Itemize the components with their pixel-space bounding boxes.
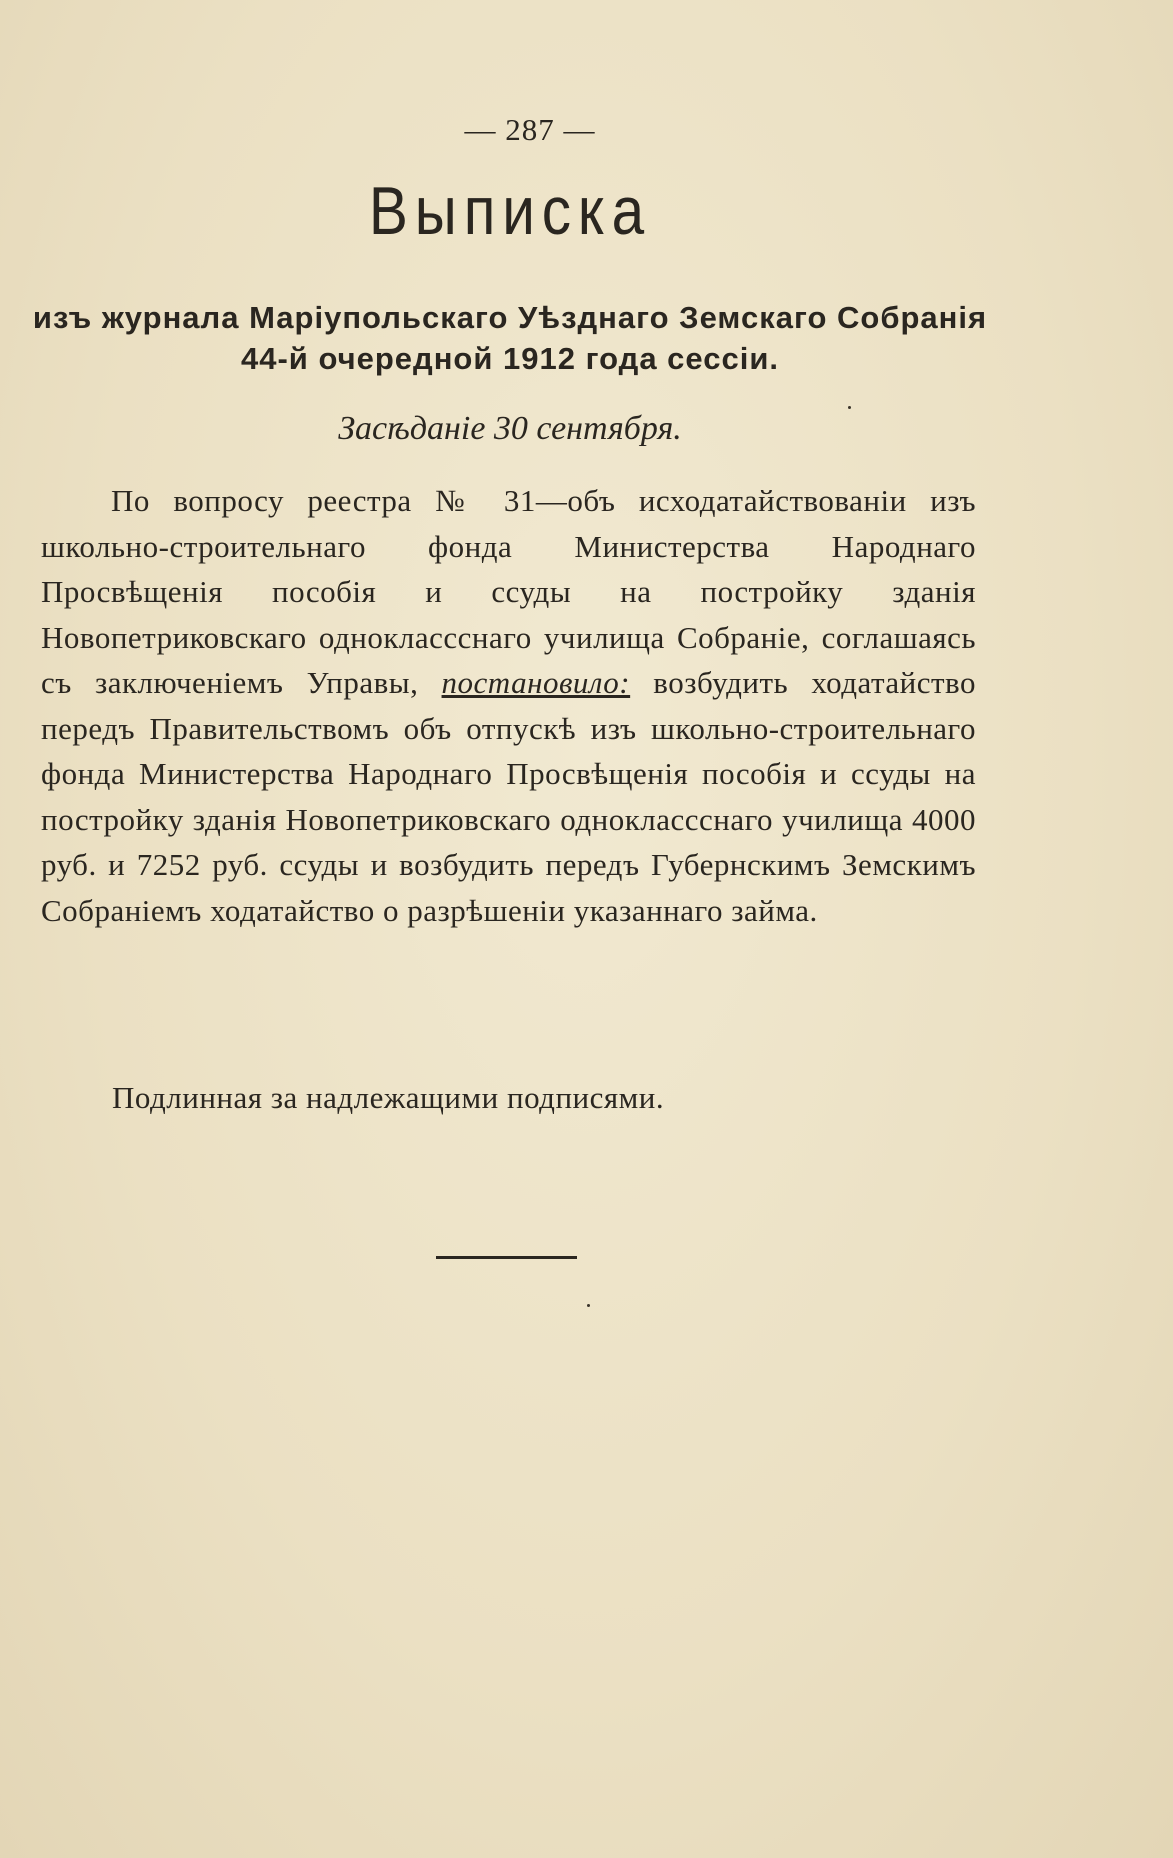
closing-rule <box>436 1256 577 1259</box>
paragraph-text-part2: возбудить ходатайство передъ Правительствомъ объ отпускѣ изъ школьно-строительнаго фонда Министерства Народнаго Просвѣщенія пособія и ссуды на постройку зданія Новопетриковскаго одноклассснаго училища 4000 руб. и 7252 руб. ссуды и возбудить передъ Губернскимъ Земскимъ Собраніемъ ходатайство о разрѣшеніи указаннаго займа. <box>41 665 976 928</box>
ink-speck <box>848 406 851 409</box>
subtitle-line-2: 44-й очередной 1912 года сессіи. <box>240 341 780 376</box>
resolution-paragraph <box>41 478 976 933</box>
ink-speck <box>587 1304 590 1307</box>
subtitle-line-1: изъ журнала Маріупольскаго Уѣзднаго Земскаго Собранія <box>32 300 988 335</box>
signature-note: Подлинная за надлежащими подписями. <box>112 1080 665 1115</box>
session-date: Засѣданіе 30 сентября. <box>338 410 682 447</box>
resolution-emphasis: постановило: <box>441 665 631 700</box>
paragraph-text-part1: По вопросу реестра № 31—объ исходатайствованіи изъ школьно-строительнаго фонда Министерства Народнаго Просвѣщенія пособія и ссуды на постройку зданія Новопетриковскаго одноклассснаго училища Собраніе, соглашаясь съ заключеніемъ Управы, <box>41 483 976 700</box>
document-title: Выписка <box>368 173 652 249</box>
page-number: — 287 — <box>464 112 596 147</box>
